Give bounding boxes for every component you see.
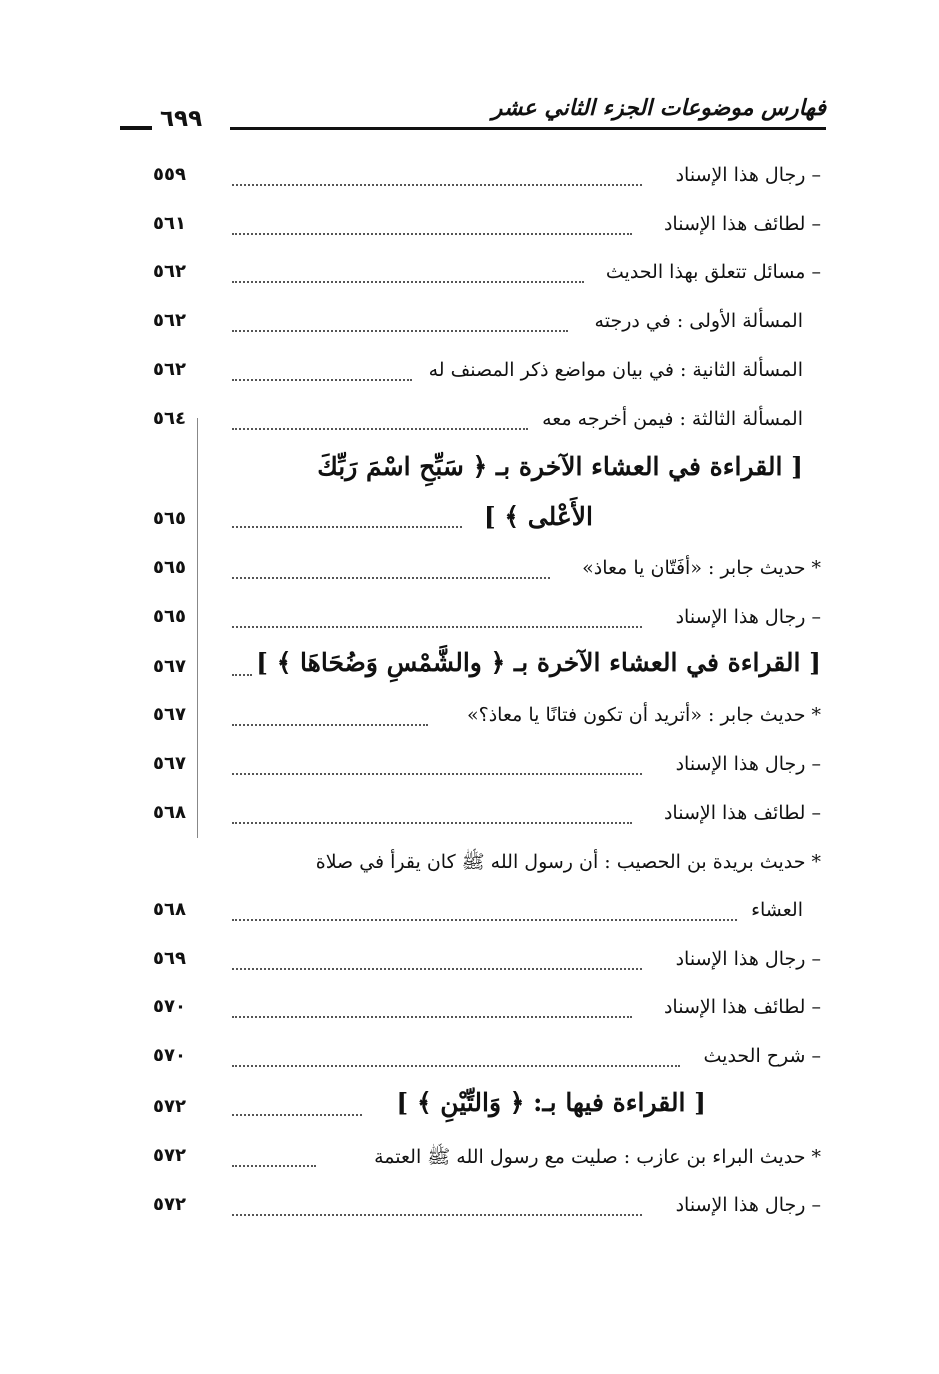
toc-entry-text: * حديث بريدة بن الحصيب : أن رسول الله ﷺ كان يقرأ في صلاة: [315, 851, 821, 873]
toc-entry-page: ٥٦٥: [153, 557, 186, 578]
toc-entry-text: – رجال هذا الإسناد: [675, 606, 821, 628]
toc-entry-page: ٥٦٧: [153, 753, 186, 774]
toc-entry-page: ٥٦٨: [153, 802, 186, 823]
dot-leader: [232, 526, 462, 528]
toc-entry-page: ٥٦٩: [153, 948, 186, 969]
toc-entry-page: ٥٧٢: [153, 1096, 186, 1117]
toc-entry-text: * حديث جابر : «أتريد أن تكون فتانًا يا معاذ؟»: [466, 704, 821, 726]
dot-leader: [232, 822, 632, 824]
dot-leader: [232, 968, 642, 970]
dot-leader: [232, 626, 642, 628]
toc-entry-text: المسألة الثالثة : فيمن أخرجه معه: [542, 408, 803, 430]
toc-entry-page: ٥٦٨: [153, 899, 186, 920]
dot-leader: [232, 724, 428, 726]
section-heading-text: الأَعْلى ﴾ ]: [483, 502, 593, 531]
toc-entry-page: ٥٦٢: [153, 310, 186, 331]
toc-entry-page: ٥٧٠: [153, 1045, 186, 1066]
toc-entry-text: – مسائل تتعلق بهذا الحديث: [605, 261, 821, 283]
dot-leader: [232, 428, 528, 430]
toc-entry-text: – رجال هذا الإسناد: [675, 1194, 821, 1216]
toc-entry-text: * حديث جابر : «أفَتّان يا معاذ»: [582, 557, 821, 579]
toc-entry-page: ٥٥٩: [153, 164, 186, 185]
section-heading-text: [ القراءة في العشاء الآخرة بـ ﴿ سَبِّحِ اسْمَ رَبِّكَ: [317, 452, 803, 481]
toc-entry-page: ٥٦١: [153, 213, 186, 234]
toc-entry-page: ٥٦٤: [153, 408, 186, 429]
toc-entry-text: – شرح الحديث: [703, 1045, 821, 1067]
dot-leader: [232, 330, 568, 332]
toc-entry-text: – لطائف هذا الإسناد: [663, 213, 821, 235]
toc-entry-text: – لطائف هذا الإسناد: [663, 996, 821, 1018]
dot-leader: [232, 233, 632, 235]
dot-leader: [232, 281, 584, 283]
toc-entry-text: * حديث البراء بن عازب : صليت مع رسول الله ﷺ العتمة: [374, 1146, 821, 1168]
toc-entry-text: المسألة الأولى : في درجته: [594, 310, 803, 332]
dot-leader: [232, 379, 412, 381]
toc-entry-page: ٥٧٢: [153, 1145, 186, 1166]
toc-entry-text: العشاء: [751, 899, 803, 921]
toc-entry-text: المسألة الثانية : في بيان مواضع ذكر المصنف له: [428, 359, 803, 381]
toc-entry-page: ٥٧٠: [153, 996, 186, 1017]
toc-entry-page: ٥٦٢: [153, 359, 186, 380]
page-column-rule: [197, 418, 198, 838]
section-heading-text: [ القراءة فيها بـ: ﴿ وَالتِّيْنِ ﴾ ]: [396, 1088, 706, 1117]
toc-entry-page: ٥٦٥: [153, 508, 186, 529]
dot-leader: [232, 674, 252, 676]
toc-entry-text: – رجال هذا الإسناد: [675, 164, 821, 186]
toc-entry-page: ٥٦٧: [153, 656, 186, 677]
dot-leader: [232, 184, 642, 186]
toc-entry-page: ٥٦٢: [153, 261, 186, 282]
toc-entry-text: – لطائف هذا الإسناد: [663, 802, 821, 824]
dot-leader: [232, 1016, 632, 1018]
toc-entry-text: – رجال هذا الإسناد: [675, 753, 821, 775]
toc-entry-text: – رجال هذا الإسناد: [675, 948, 821, 970]
running-title: فهارس موضوعات الجزء الثاني عشر: [491, 96, 826, 121]
dot-leader: [232, 1114, 362, 1116]
dot-leader: [232, 919, 737, 921]
dot-leader: [232, 1165, 316, 1167]
dot-leader: [232, 1065, 680, 1067]
section-heading-text: [ القراءة في العشاء الآخرة بـ ﴿ والشَّمْسِ وَضُحَاهَا ﴾ ]: [256, 648, 821, 677]
page-number: ٦٩٩: [160, 106, 203, 132]
dot-leader: [232, 773, 642, 775]
toc-entry-page: ٥٦٧: [153, 704, 186, 725]
dot-leader: [232, 1214, 642, 1216]
dot-leader: [232, 577, 550, 579]
toc-entry-page: ٥٦٥: [153, 606, 186, 627]
toc-entry-page: ٥٧٢: [153, 1194, 186, 1215]
